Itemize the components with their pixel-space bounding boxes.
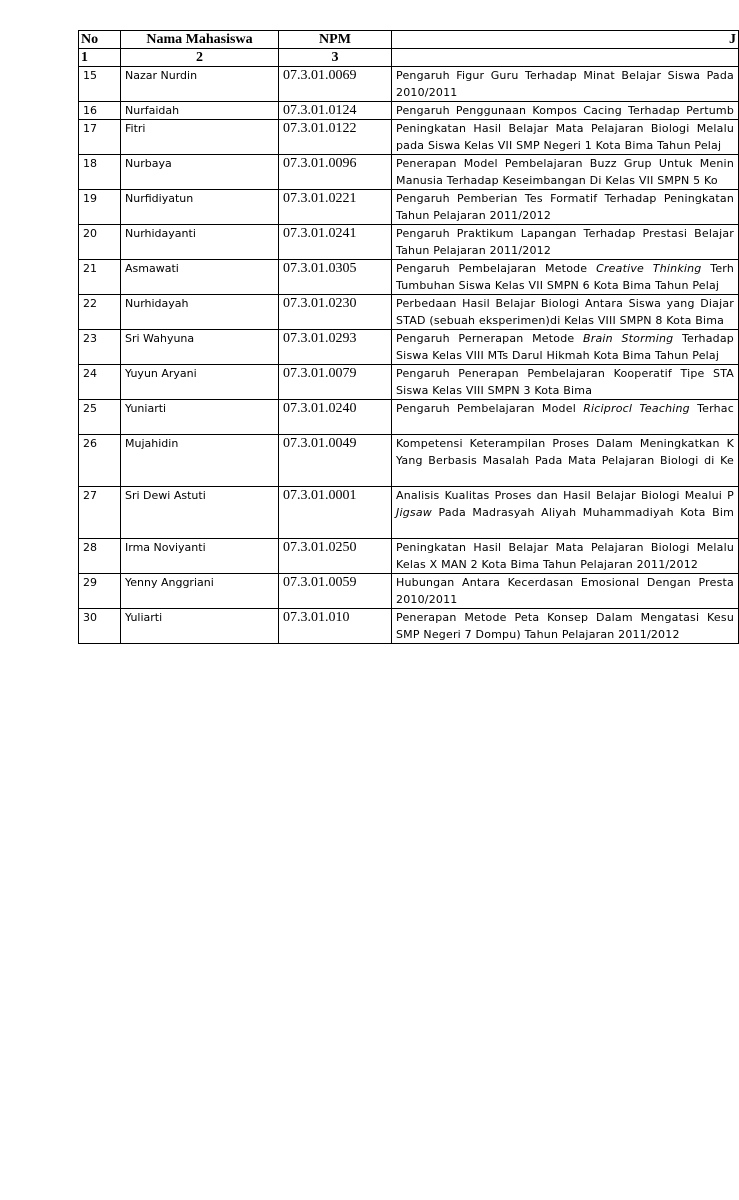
student-name: Yuniarti bbox=[121, 400, 279, 435]
column-number-name: 2 bbox=[121, 49, 279, 67]
table-row bbox=[79, 190, 739, 225]
table-row bbox=[79, 400, 739, 435]
row-number: 17 bbox=[79, 120, 121, 155]
row-number: 23 bbox=[79, 330, 121, 365]
row-number: 30 bbox=[79, 609, 121, 644]
thesis-title-line: STAD (sebuah eksperimen)di Kelas VIII SMPN 8 Kota Bima bbox=[396, 314, 725, 327]
student-npm: 07.3.01.0049 bbox=[279, 435, 392, 487]
thesis-title bbox=[392, 67, 739, 102]
thesis-title-line: Pengaruh Pemberian Tes Formatif Terhadap Peningkatan bbox=[396, 192, 734, 205]
student-npm: 07.3.01.0001 bbox=[279, 487, 392, 539]
thesis-title bbox=[392, 190, 739, 225]
thesis-title-line: 2010/2011 bbox=[396, 593, 458, 606]
thesis-title bbox=[392, 574, 739, 609]
row-number: 27 bbox=[79, 487, 121, 539]
thesis-title bbox=[392, 609, 739, 644]
thesis-title-line: Penerapan Metode Peta Konsep Dalam Mengatasi Kesu bbox=[396, 611, 734, 624]
thesis-title-line bbox=[396, 469, 734, 486]
student-name: Nurhidayah bbox=[121, 295, 279, 330]
row-number: 25 bbox=[79, 400, 121, 435]
thesis-title-line: Jigsaw Pada Madrasyah Aliyah Muhammadiyah Kota Bim bbox=[396, 506, 734, 519]
table-row bbox=[79, 155, 739, 190]
table-row bbox=[79, 102, 739, 120]
student-name: Nurfaidah bbox=[121, 102, 279, 120]
thesis-title-line: Pengaruh Pernerapan Metode Brain Storming Terhadap bbox=[396, 332, 734, 345]
row-number: 18 bbox=[79, 155, 121, 190]
thesis-title-line bbox=[396, 417, 734, 434]
thesis-title-line: Manusia Terhadap Keseimbangan Di Kelas VII SMPN 5 Ko bbox=[396, 174, 718, 187]
student-npm: 07.3.01.0250 bbox=[279, 539, 392, 574]
thesis-title bbox=[392, 365, 739, 400]
header-title: J bbox=[392, 31, 739, 49]
column-number-no: 1 bbox=[79, 49, 121, 67]
thesis-title bbox=[392, 295, 739, 330]
student-name: Fitri bbox=[121, 120, 279, 155]
row-number: 29 bbox=[79, 574, 121, 609]
thesis-title-line: Tumbuhan Siswa Kelas VII SMPN 6 Kota Bima Tahun Pelaj bbox=[396, 279, 720, 292]
row-number: 28 bbox=[79, 539, 121, 574]
thesis-title-line: Peningkatan Hasil Belajar Mata Pelajaran Biologi Melalu bbox=[396, 122, 734, 135]
row-number: 16 bbox=[79, 102, 121, 120]
column-number-npm: 3 bbox=[279, 49, 392, 67]
thesis-title-line: Perbedaan Hasil Belajar Biologi Antara Siswa yang Diajar bbox=[396, 297, 734, 310]
table-row bbox=[79, 487, 739, 539]
column-number-title bbox=[392, 49, 739, 67]
student-name: Yuyun Aryani bbox=[121, 365, 279, 400]
table-row bbox=[79, 330, 739, 365]
student-npm: 07.3.01.0221 bbox=[279, 190, 392, 225]
thesis-title bbox=[392, 330, 739, 365]
thesis-title-line: Siswa Kelas VIII MTs Darul Hikmah Kota Bima Tahun Pelaj bbox=[396, 349, 720, 362]
student-npm: 07.3.01.0241 bbox=[279, 225, 392, 260]
student-name: Nurbaya bbox=[121, 155, 279, 190]
thesis-title-line: Pengaruh Penerapan Pembelajaran Kooperatif Tipe STA bbox=[396, 367, 734, 380]
student-name: Nurfidiyatun bbox=[121, 190, 279, 225]
student-npm: 07.3.01.0293 bbox=[279, 330, 392, 365]
student-npm: 07.3.01.0240 bbox=[279, 400, 392, 435]
student-name: Sri Dewi Astuti bbox=[121, 487, 279, 539]
thesis-title-line: 2010/2011 bbox=[396, 86, 458, 99]
table-row bbox=[79, 120, 739, 155]
table-row bbox=[79, 539, 739, 574]
table-row bbox=[79, 574, 739, 609]
thesis-title-line: Yang Berbasis Masalah Pada Mata Pelajaran Biologi di Ke bbox=[396, 454, 734, 467]
thesis-title bbox=[392, 102, 739, 120]
student-name: Sri Wahyuna bbox=[121, 330, 279, 365]
thesis-title-line: Pengaruh Pembelajaran Metode Creative Thinking Terh bbox=[396, 262, 734, 275]
row-number: 24 bbox=[79, 365, 121, 400]
row-number: 20 bbox=[79, 225, 121, 260]
row-number: 21 bbox=[79, 260, 121, 295]
table-row bbox=[79, 365, 739, 400]
thesis-title bbox=[392, 435, 739, 487]
table-header-row bbox=[79, 31, 739, 49]
header-npm: NPM bbox=[279, 31, 392, 49]
student-npm: 07.3.01.0096 bbox=[279, 155, 392, 190]
student-name: Yenny Anggriani bbox=[121, 574, 279, 609]
row-number: 19 bbox=[79, 190, 121, 225]
student-name: Yuliarti bbox=[121, 609, 279, 644]
thesis-title bbox=[392, 539, 739, 574]
student-name: Irma Noviyanti bbox=[121, 539, 279, 574]
header-name: Nama Mahasiswa bbox=[121, 31, 279, 49]
thesis-title bbox=[392, 155, 739, 190]
table-row bbox=[79, 225, 739, 260]
student-npm: 07.3.01.010 bbox=[279, 609, 392, 644]
thesis-title-line: Hubungan Antara Kecerdasan Emosional Dengan Presta bbox=[396, 576, 734, 589]
header-no: No bbox=[79, 31, 121, 49]
student-npm: 07.3.01.0069 bbox=[279, 67, 392, 102]
student-npm: 07.3.01.0059 bbox=[279, 574, 392, 609]
student-npm: 07.3.01.0124 bbox=[279, 102, 392, 120]
table-row bbox=[79, 295, 739, 330]
student-name: Mujahidin bbox=[121, 435, 279, 487]
thesis-title-line: Pengaruh Penggunaan Kompos Cacing Terhadap Pertumb bbox=[396, 104, 734, 117]
table-row bbox=[79, 609, 739, 644]
table-row bbox=[79, 260, 739, 295]
thesis-title bbox=[392, 487, 739, 539]
thesis-title-line: Penerapan Model Pembelajaran Buzz Grup Untuk Menin bbox=[396, 157, 734, 170]
row-number: 26 bbox=[79, 435, 121, 487]
thesis-title-line: Pengaruh Figur Guru Terhadap Minat Belajar Siswa Pada bbox=[396, 69, 734, 82]
table-row bbox=[79, 67, 739, 102]
thesis-title bbox=[392, 260, 739, 295]
thesis-title-line: Siswa Kelas VIII SMPN 3 Kota Bima bbox=[396, 384, 593, 397]
table-column-number-row bbox=[79, 49, 739, 67]
row-number: 15 bbox=[79, 67, 121, 102]
thesis-title bbox=[392, 120, 739, 155]
student-npm: 07.3.01.0230 bbox=[279, 295, 392, 330]
thesis-title-line: Pengaruh Pembelajaran Model Riciprocl Teaching Terhac bbox=[396, 402, 734, 415]
thesis-title-line: Analisis Kualitas Proses dan Hasil Belajar Biologi Mealui P bbox=[396, 489, 734, 502]
student-name: Nurhidayanti bbox=[121, 225, 279, 260]
student-npm: 07.3.01.0079 bbox=[279, 365, 392, 400]
student-thesis-table bbox=[78, 30, 739, 644]
thesis-title-line: Kompetensi Keterampilan Proses Dalam Meningkatkan K bbox=[396, 437, 734, 450]
thesis-title-line: Peningkatan Hasil Belajar Mata Pelajaran Biologi Melalu bbox=[396, 541, 734, 554]
student-name: Asmawati bbox=[121, 260, 279, 295]
thesis-title-line: pada Siswa Kelas VII SMP Negeri 1 Kota Bima Tahun Pelaj bbox=[396, 139, 722, 152]
thesis-title-line bbox=[396, 521, 734, 538]
thesis-title bbox=[392, 225, 739, 260]
student-npm: 07.3.01.0122 bbox=[279, 120, 392, 155]
thesis-title-line: Pengaruh Praktikum Lapangan Terhadap Prestasi Belajar bbox=[396, 227, 734, 240]
student-npm: 07.3.01.0305 bbox=[279, 260, 392, 295]
thesis-title-line: Tahun Pelajaran 2011/2012 bbox=[396, 244, 552, 257]
student-name: Nazar Nurdin bbox=[121, 67, 279, 102]
row-number: 22 bbox=[79, 295, 121, 330]
thesis-title bbox=[392, 400, 739, 435]
thesis-title-line: Kelas X MAN 2 Kota Bima Tahun Pelajaran 2011/2012 bbox=[396, 558, 699, 571]
thesis-title-line: SMP Negeri 7 Dompu) Tahun Pelajaran 2011/2012 bbox=[396, 628, 680, 641]
table-row bbox=[79, 435, 739, 487]
thesis-title-line: Tahun Pelajaran 2011/2012 bbox=[396, 209, 552, 222]
